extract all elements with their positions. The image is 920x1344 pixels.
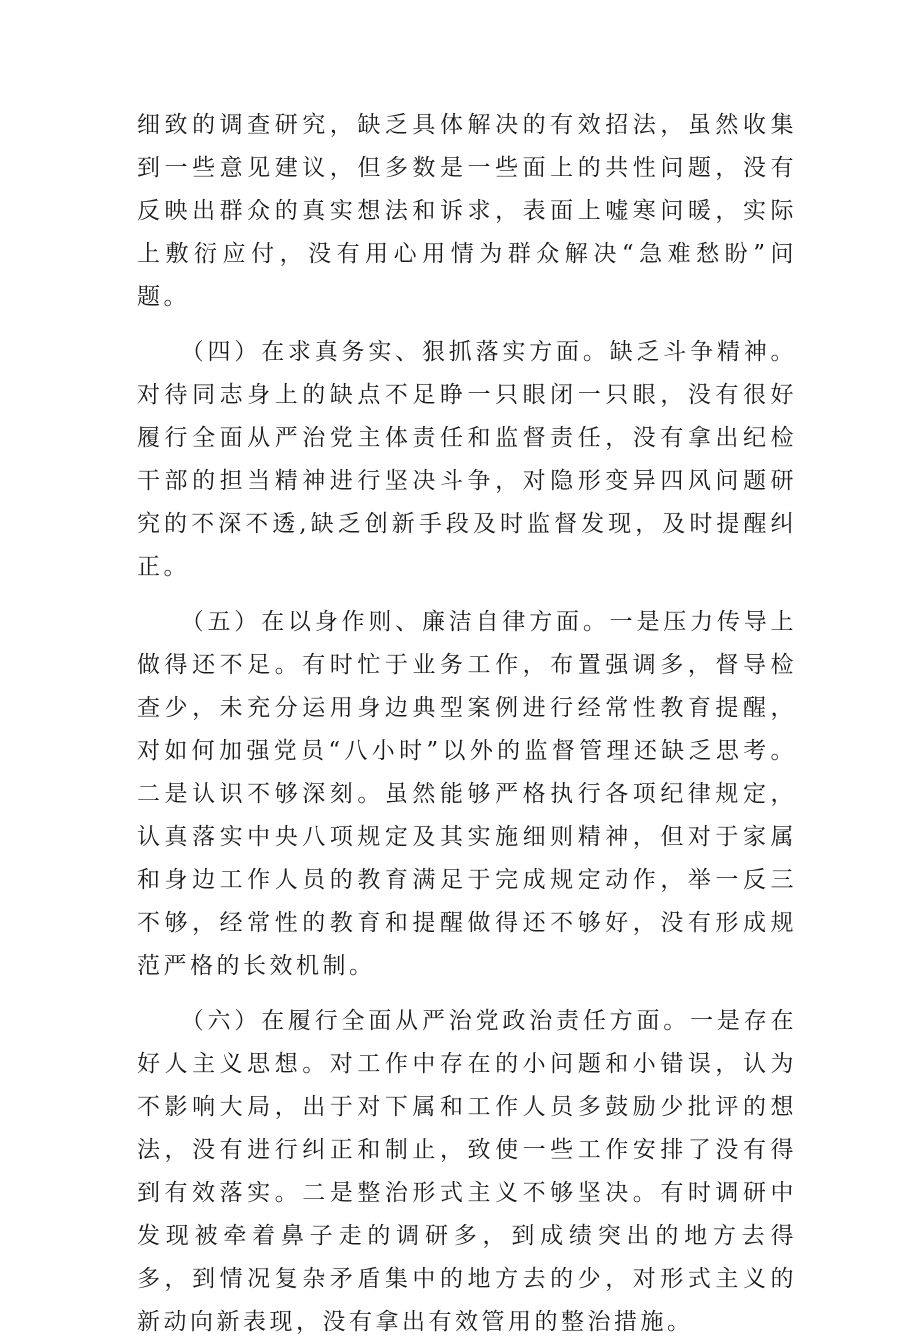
paragraph-section-six: （六）在履行全面从严治党政治责任方面。一是存在好人主义思想。对工作中存在的小问题和小错误，认为不影响大局，出于对下属和工作人员多鼓励少批评的想法，没有进行纠正和制止，致使一些工作安排了没有得到有效落实。二是整治形式主义不够坚决。有时调研中发现被牵着鼻子走的调研多，到成绩突出的地方去得多，到情况复杂矛盾集中的地方去的少，对形式主义的新动向新表现，没有拿出有效管用的整治措施。 <box>137 1008 797 1335</box>
paragraph-section-four: （四）在求真务实、狠抓落实方面。缺乏斗争精神。对待同志身上的缺点不足睁一只眼闭一只眼，没有很好履行全面从严治党主体责任和监督责任，没有拿出纪检干部的担当精神进行坚决斗争，对隐形变异四风问题研究的不深不透,缺乏创新手段及时监督发现，及时提醒纠正。 <box>137 339 797 580</box>
paragraph-continued-investigation: 细致的调查研究，缺乏具体解决的有效招法，虽然收集到一些意见建议，但多数是一些面上的共性问题，没有反映出群众的真实想法和诉求，表面上嘘寒问暖，实际上敷衍应付，没有用心用情为群众解决“急难愁盼”问题。 <box>137 112 797 310</box>
document-body <box>137 104 797 1344</box>
paragraph-section-five: （五）在以身作则、廉洁自律方面。一是压力传导上做得还不足。有时忙于业务工作，布置强调多，督导检查少，未充分运用身边典型案例进行经常性教育提醒，对如何加强党员“八小时”以外的监督管理还缺乏思考。二是认识不够深刻。虽然能够严格执行各项纪律规定，认真落实中央八项规定及其实施细则精神，但对于家属和身边工作人员的教育满足于完成规定动作，举一反三不够，经常性的教育和提醒做得还不够好，没有形成规范严格的长效机制。 <box>137 609 797 979</box>
